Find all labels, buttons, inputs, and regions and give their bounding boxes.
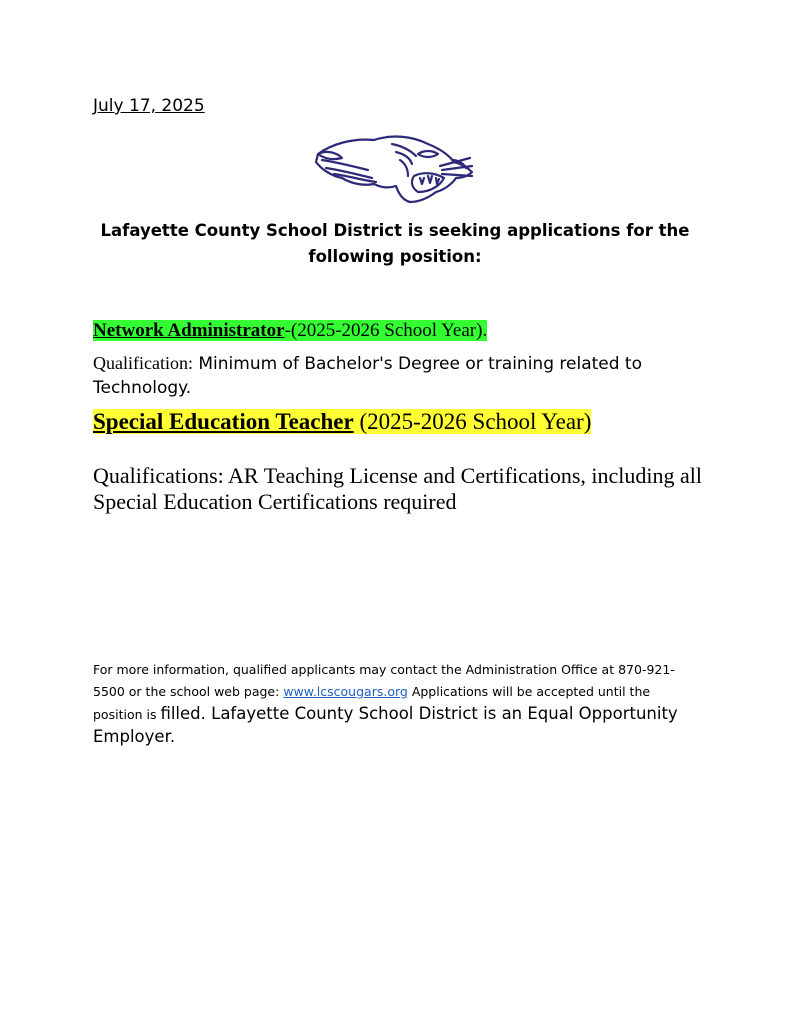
cougar-head-icon <box>312 130 477 206</box>
contact-information <box>93 659 703 749</box>
position-special-education-teacher <box>93 409 591 435</box>
position-highlight <box>93 320 487 341</box>
position-title: Special Education Teacher <box>93 409 354 434</box>
position-title: Network Administrator <box>93 320 285 341</box>
school-website-link[interactable]: www.lcscougars.org <box>283 684 408 699</box>
qualification-text: Minimum of Bachelor's Degree or training related to Technology. <box>93 354 642 398</box>
position-network-administrator <box>93 320 487 342</box>
cougar-logo <box>312 130 477 206</box>
equal-opportunity-statement: filled. Lafayette County School District is an Equal Opportunity Employer. <box>93 704 678 746</box>
position-highlight <box>93 409 591 434</box>
applications-note: Applications will be accepted until the position is <box>93 684 651 722</box>
position-term: (2025-2026 School Year) <box>353 409 592 434</box>
qualification-special-education-teacher: Qualifications: AR Teaching License and Certifications, including all Special Education Certifications required <box>93 463 703 514</box>
qualification-network-administrator <box>93 351 693 400</box>
qualification-label: Qualification: <box>93 353 193 373</box>
contact-text: For more information, qualified applicants may contact the Administration Office at 870-921-5500 or the school web page: <box>93 662 675 699</box>
announcement-heading: Lafayette County School District is seeking applications for the following position: <box>100 221 690 266</box>
letter-date: July 17, 2025 <box>93 96 205 116</box>
position-term: -(2025-2026 School Year). <box>284 320 488 341</box>
